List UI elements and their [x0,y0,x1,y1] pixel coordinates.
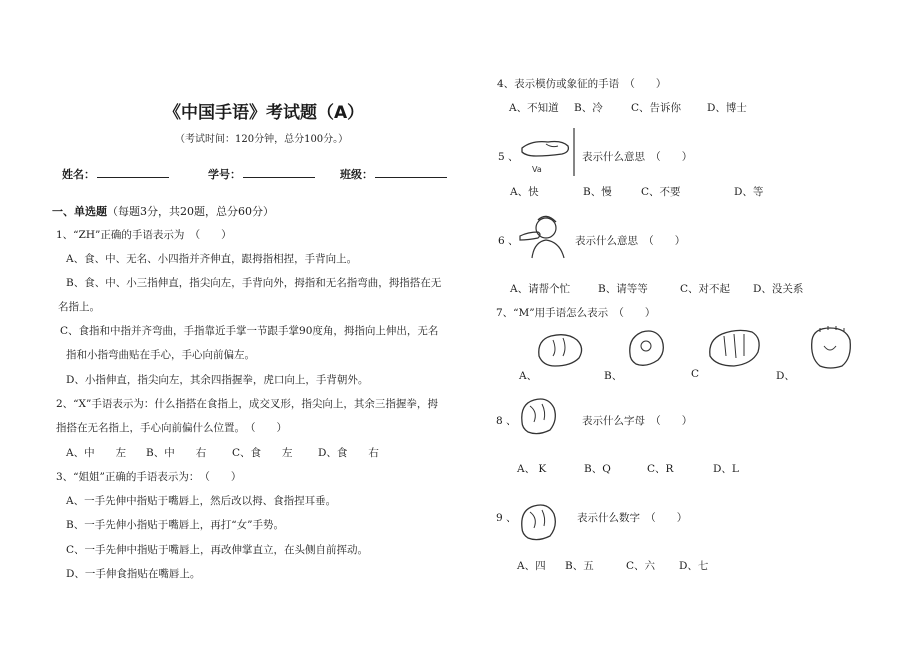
q1-option-c-cont: 指和小指弯曲贴在手心，手心向前偏左。 [66,349,255,361]
q9-option-d[interactable]: D、七 [679,560,709,572]
class-field[interactable] [340,166,447,182]
q4-option-a[interactable]: A、不知道 [509,102,559,114]
hand-letter-icon [516,392,562,438]
q7-option-a[interactable]: A、 [519,370,538,382]
q9-sign-image [516,496,562,548]
q2-option-d[interactable]: D、食 右 [318,447,379,459]
section-title: 一、单选题 [52,205,107,218]
q8-stem: 表示什么字母 （ ） [582,415,693,427]
q9-option-c[interactable]: C、六 [626,560,656,572]
q6-option-a[interactable]: A、请帮个忙 [510,283,571,295]
class-label: 班级： [340,168,373,181]
q7-option-b-image[interactable] [622,324,670,370]
q4-option-b[interactable]: B、冷 [574,102,603,114]
q6-sign-image [514,210,572,264]
q8-option-a[interactable]: A、 K [517,463,547,475]
q8-option-c[interactable]: C、R [647,463,674,475]
q5-number: 5 、 [498,151,519,163]
hand-m-c-icon [704,322,766,372]
q3-option-c[interactable]: C、一手先伸中指贴于嘴唇上，再改伸掌直立，在头侧自前挥动。 [66,544,369,556]
q4-option-d[interactable]: D、博士 [707,102,747,114]
q3-option-d[interactable]: D、一手伸食指贴在嘴唇上。 [66,568,201,580]
q2-option-c[interactable]: C、食 左 [232,447,293,459]
q5-stem: 表示什么意思 （ ） [582,151,693,163]
q7-option-c[interactable]: C [691,368,700,380]
q5-option-c[interactable]: C、不要 [641,186,681,198]
q3-option-b[interactable]: B、一手先伸小指贴于嘴唇上，再打“女”手势。 [66,519,284,531]
hand-m-a-icon [533,326,591,370]
q7-option-b[interactable]: B、 [604,370,623,382]
q7-option-d[interactable]: D、 [776,370,795,382]
q1-option-b[interactable]: B、食、中、小三指伸直，指尖向左，手背向外，拇指和无名指弯曲，拇指搭在无 [66,277,442,289]
svg-text:Va: Va [532,165,542,174]
student-id-field[interactable] [208,166,315,182]
q5-sign-image [518,126,580,178]
q1-option-c[interactable]: C、食指和中指并齐弯曲，手指靠近手掌一节跟手掌90度角，拇指向上伸出，无名 [60,325,439,337]
section-heading [52,203,274,219]
q2-stem-cont: 指搭在无名指上，手心向前偏什么位置。 （ ） [56,422,287,434]
q9-option-a[interactable]: A、四 [517,560,546,572]
q1-option-d[interactable]: D、小指伸直，指尖向左，其余四指握拳，虎口向上，手背朝外。 [66,374,369,386]
q2-stem: 2、“X”手语表示为：什么指搭在食指上，成交叉形，指尖向上，其余三指握拳，拇 [56,398,438,410]
q3-option-a[interactable]: A、一手先伸中指贴于嘴唇上，然后改以拇、食指捏耳垂。 [66,495,337,507]
q9-number: 9 、 [496,512,517,524]
hand-number-icon [516,496,562,548]
q6-option-c[interactable]: C、对不起 [680,283,731,295]
q8-option-b[interactable]: B、Q [584,463,611,475]
q1-stem: 1、“ZH”正确的手语表示为 （ ） [56,229,232,241]
q8-number: 8 、 [496,415,517,427]
q5-option-b[interactable]: B、慢 [583,186,612,198]
section-note: （每题3分，共20题，总分60分） [107,205,274,218]
q6-option-b[interactable]: B、请等等 [598,283,648,295]
q3-stem: 3、“姐姐”正确的手语表示为： （ ） [56,471,242,483]
q7-option-c-image[interactable] [704,322,766,372]
q1-option-b-cont: 名指上。 [58,301,100,313]
hand-m-b-icon [622,324,670,370]
student-id-label: 学号： [208,168,241,181]
q9-option-b[interactable]: B、五 [565,560,594,572]
hand-m-d-icon [804,322,856,372]
q8-sign-image [516,392,562,438]
class-blank[interactable] [375,167,447,178]
q7-stem: 7、“M”用手语怎么表示 （ ） [496,307,656,319]
name-field[interactable] [62,166,169,182]
q9-stem: 表示什么数字 （ ） [577,512,688,524]
name-label: 姓名： [62,168,95,181]
q2-option-b[interactable]: B、中 右 [146,447,207,459]
q5-option-d[interactable]: D、等 [734,186,764,198]
q6-number: 6 、 [498,235,519,247]
q7-option-d-image[interactable] [804,322,856,372]
q4-option-c[interactable]: C、告诉你 [631,102,682,114]
q4-stem: 4、表示模仿或象征的手语 （ ） [497,78,667,90]
q1-option-a[interactable]: A、食、中、无名、小四指并齐伸直，跟拇指相捏，手背向上。 [66,253,358,265]
exam-info: （考试时间：120分钟，总分100分。） [175,134,349,145]
q8-option-d[interactable]: D、L [713,463,739,475]
hand-slow-icon [518,126,580,178]
q2-option-a[interactable]: A、中 左 [66,447,127,459]
person-sign-icon [514,210,572,264]
q6-stem: 表示什么意思 （ ） [575,235,686,247]
student-id-blank[interactable] [243,167,315,178]
q5-option-a[interactable]: A、快 [510,186,539,198]
q7-option-a-image[interactable] [533,326,591,370]
q6-option-d[interactable]: D、没关系 [753,283,804,295]
page-title: 《中国手语》考试题（A） [164,103,365,123]
name-blank[interactable] [97,167,169,178]
